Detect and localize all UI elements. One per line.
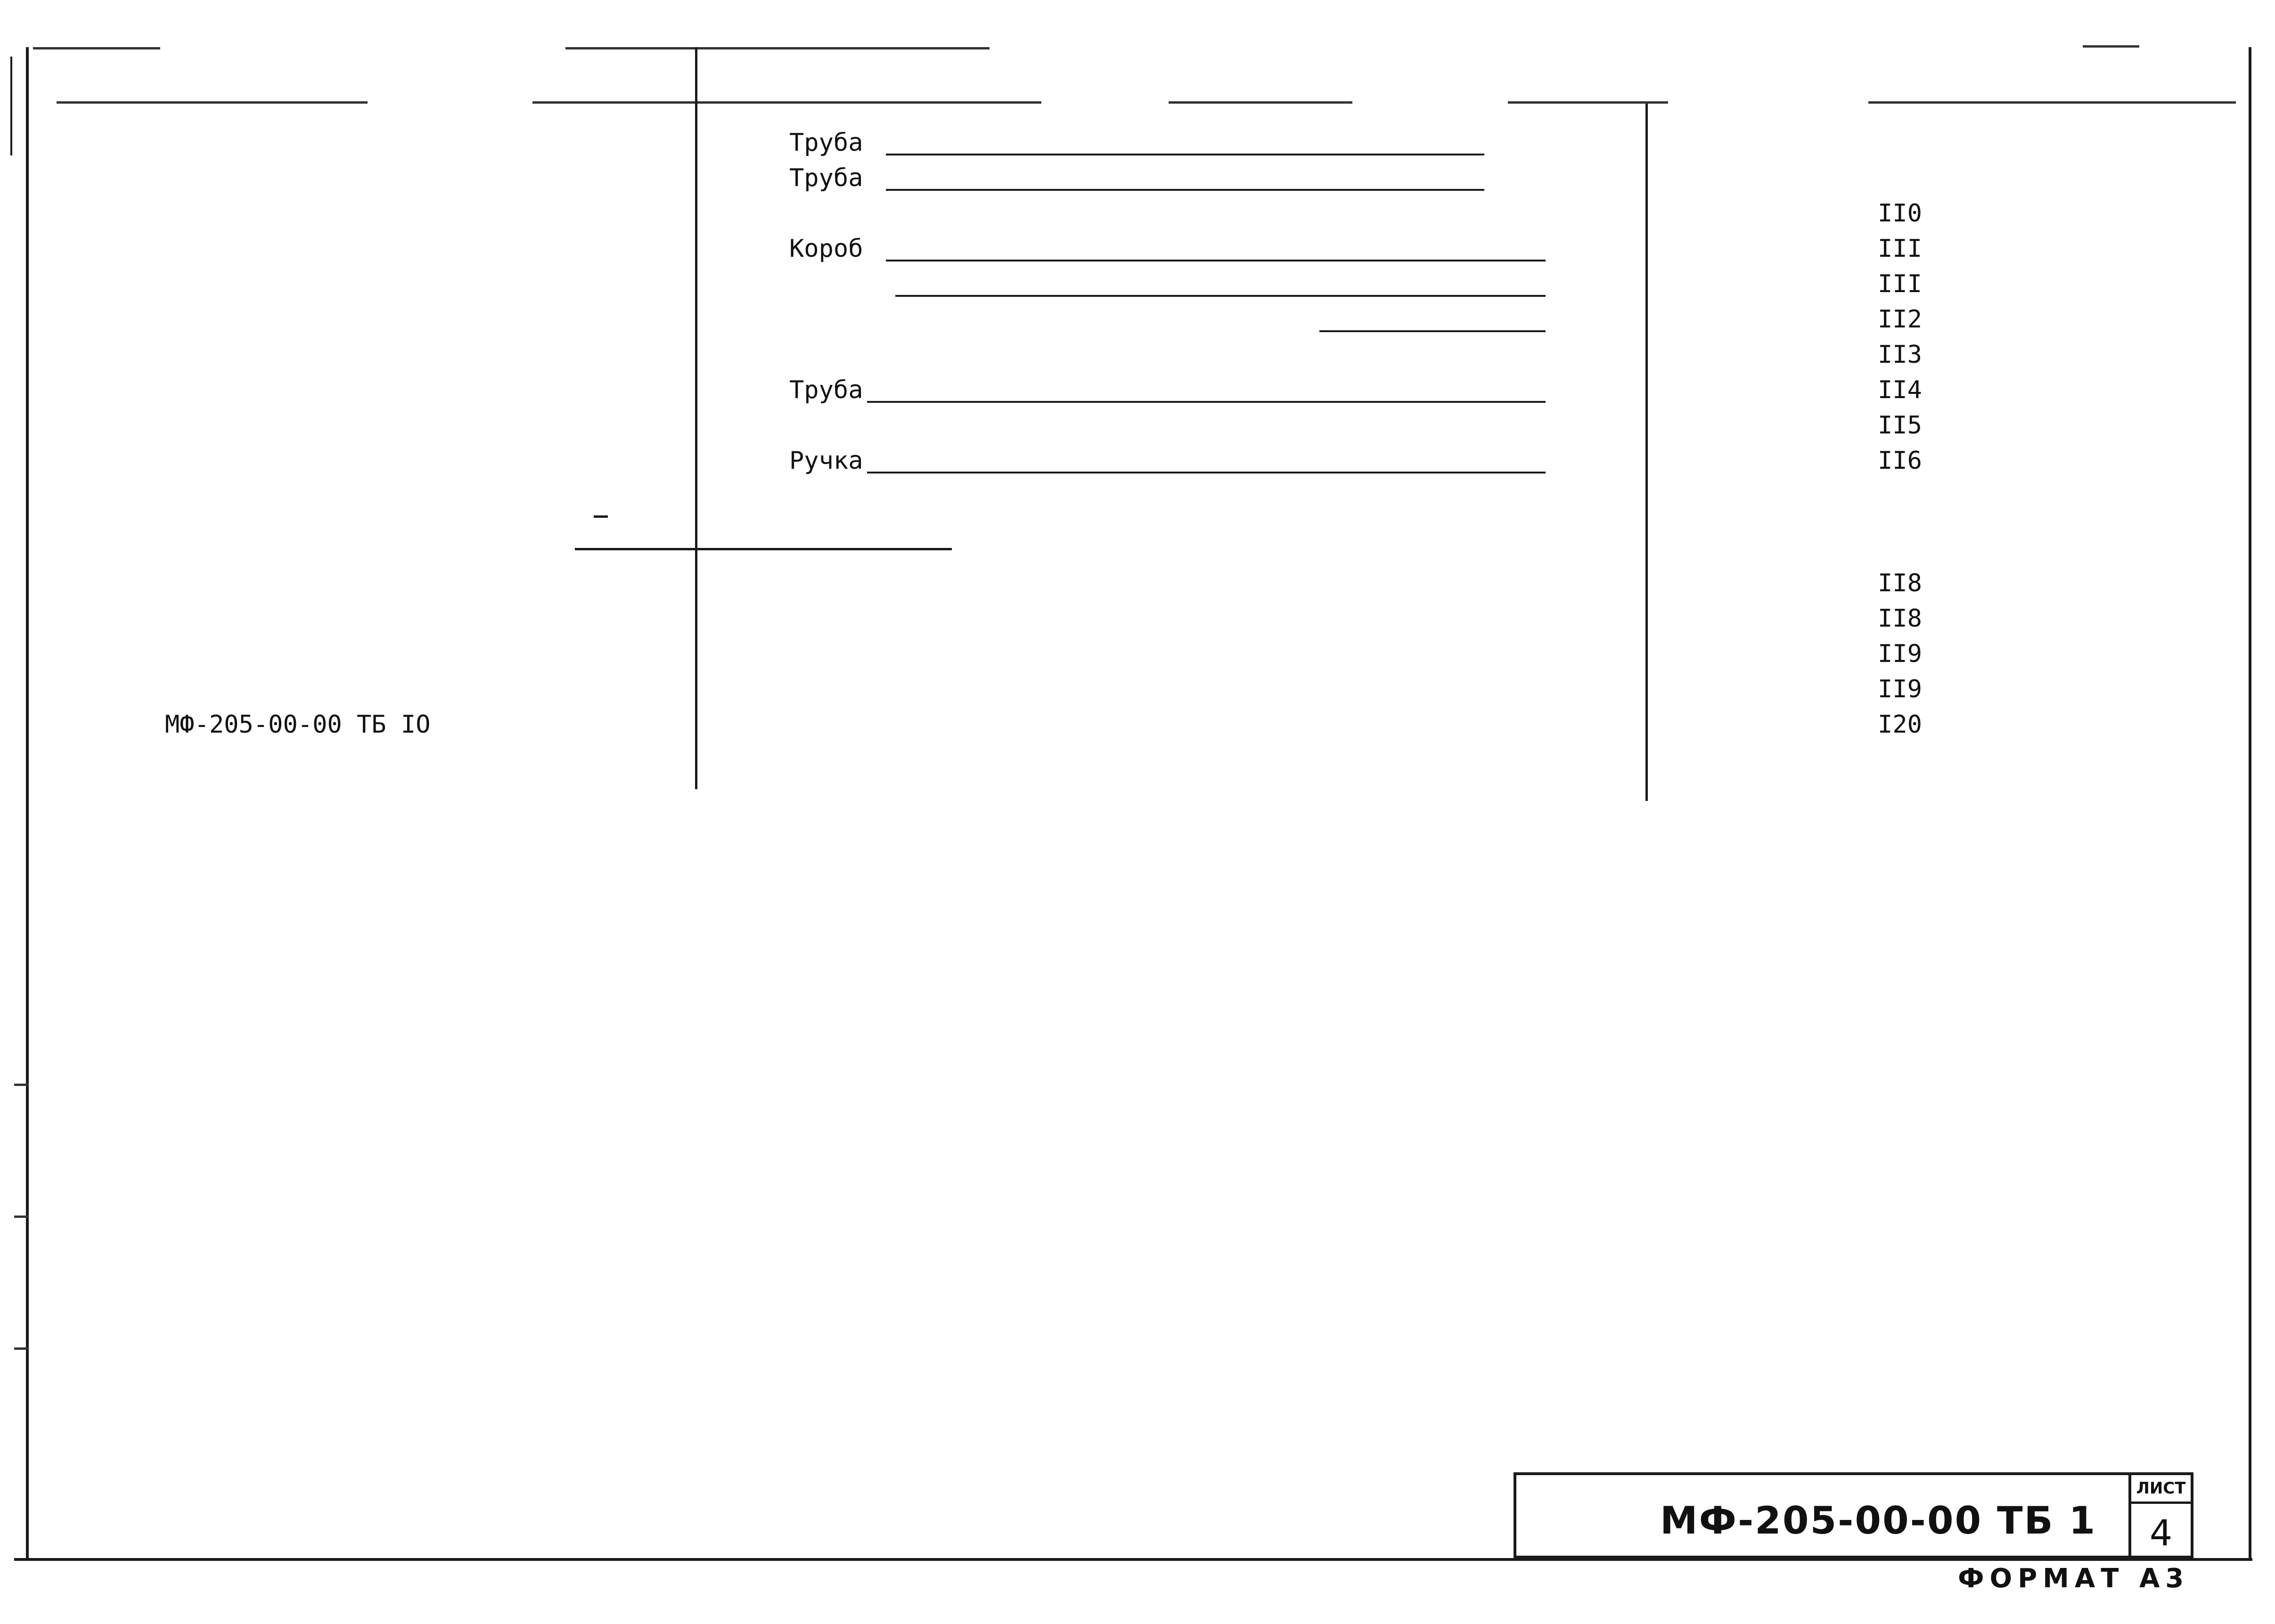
- margin-tick: [14, 1084, 28, 1086]
- leader-line: [895, 295, 1546, 297]
- document-name: Труба: [789, 164, 863, 192]
- list-item: [0, 567, 2275, 600]
- sheet-number: II6: [1878, 447, 1922, 475]
- sheet-number: II9: [1878, 640, 1922, 668]
- leader-line: [1319, 330, 1546, 332]
- list-item: [0, 708, 2275, 741]
- header-rule: [1868, 101, 2236, 104]
- header-rule: [1508, 101, 1668, 104]
- leader-line: [867, 472, 1546, 473]
- drawing-code: МФ-205-00-00 ТБ 1: [1660, 1499, 2097, 1542]
- leader-line: [886, 189, 1484, 191]
- sheet-cell: [2128, 1475, 2191, 1556]
- document-name: Короб: [789, 235, 863, 263]
- sheet-number: II2: [1878, 305, 1922, 334]
- section-title: [594, 514, 608, 518]
- document-name: Ручка: [789, 447, 863, 475]
- section-underline: [575, 548, 952, 550]
- sheet-label: ЛИСТ: [2131, 1478, 2191, 1504]
- list-item: [0, 374, 2275, 407]
- sheet-number: II8: [1878, 604, 1922, 633]
- header-rule: [565, 47, 990, 49]
- sheet-number: III: [1878, 270, 1922, 298]
- list-item: [0, 197, 2275, 230]
- leader-line: [886, 260, 1546, 261]
- sheet-number-value: 4: [2149, 1512, 2173, 1554]
- margin-tick: [14, 1216, 28, 1218]
- list-item: [0, 162, 2275, 195]
- sheet-number: II4: [1878, 376, 1922, 404]
- list-item: [0, 303, 2275, 336]
- list-item: [0, 409, 2275, 442]
- list-item: [0, 232, 2275, 265]
- sheet-number: I20: [1878, 710, 1922, 739]
- leader-line: [886, 154, 1484, 155]
- sheet-number: III: [1878, 235, 1922, 263]
- list-item: [0, 338, 2275, 371]
- leader-line: [867, 401, 1546, 403]
- list-item: [0, 602, 2275, 635]
- header-rule: [532, 101, 1041, 104]
- list-item: [0, 126, 2275, 159]
- document-name: Труба: [789, 376, 863, 404]
- format-label: ФОРМАТ А3: [1958, 1563, 2190, 1594]
- document-name: Труба: [789, 129, 863, 157]
- sheet-number: II9: [1878, 675, 1922, 703]
- sheet-number: II5: [1878, 411, 1922, 440]
- sheet-number: II0: [1878, 199, 1922, 228]
- sheet-number: II3: [1878, 341, 1922, 369]
- header-rule: [2083, 45, 2139, 48]
- list-item: [0, 637, 2275, 670]
- list-item: [0, 673, 2275, 706]
- document-code: МФ-205-00-00 ТБ IO: [165, 710, 431, 739]
- list-item: [0, 444, 2275, 477]
- sheet-number: II8: [1878, 569, 1922, 597]
- margin-tick: [14, 1347, 28, 1350]
- list-item: [0, 268, 2275, 301]
- header-rule: [57, 101, 368, 104]
- header-rule: [33, 47, 160, 49]
- header-rule: [1169, 101, 1352, 104]
- title-block: [1514, 1472, 2193, 1559]
